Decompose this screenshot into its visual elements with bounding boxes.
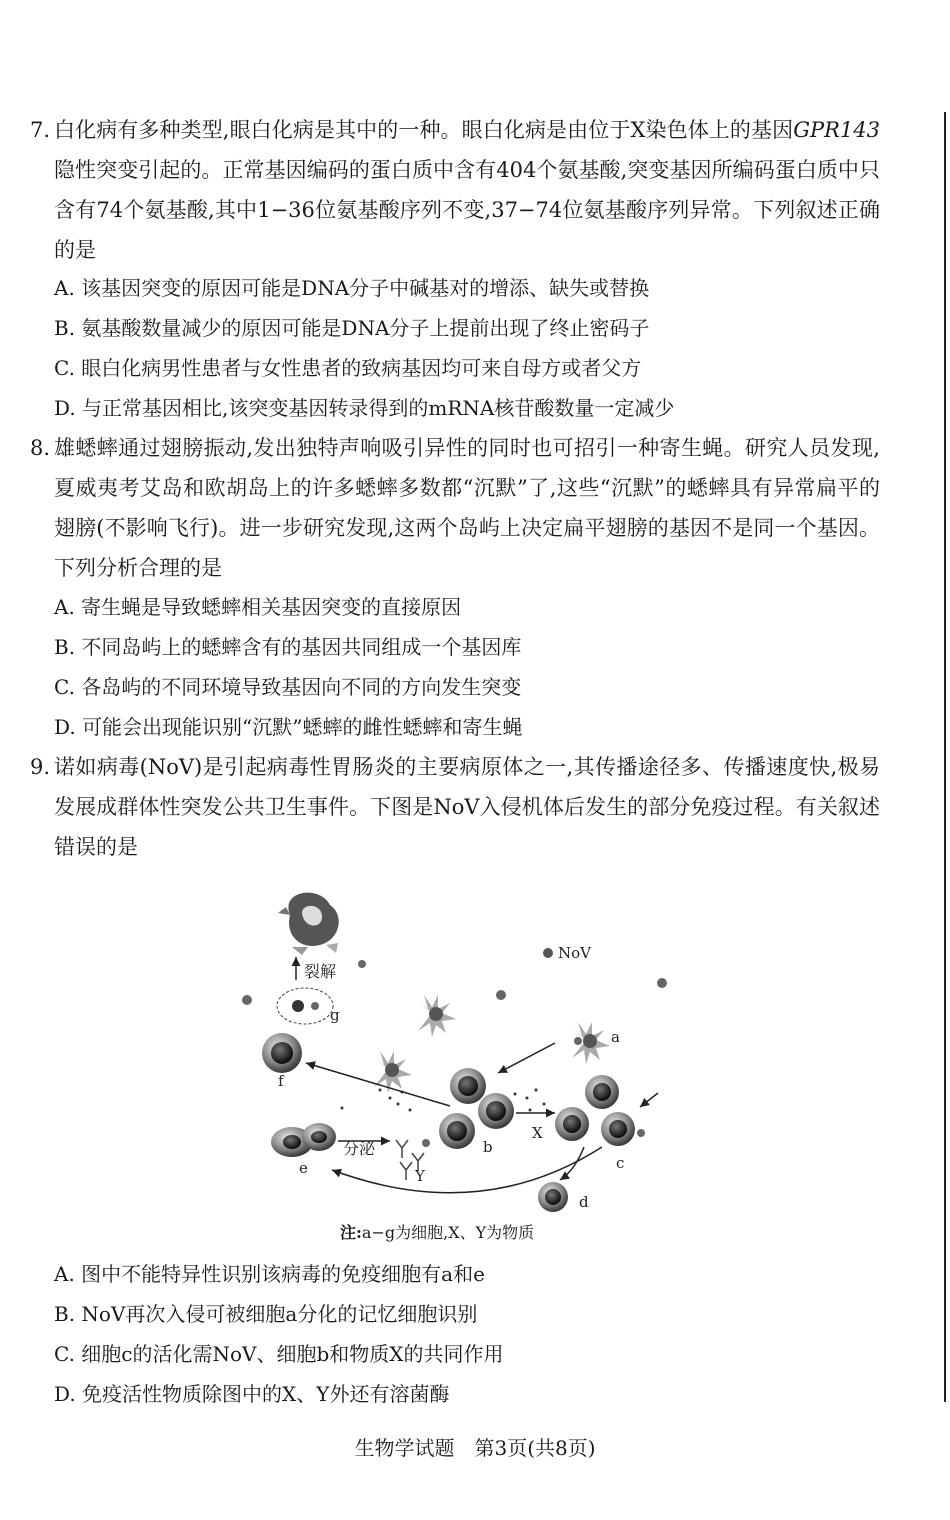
nov-label: NoV xyxy=(558,944,591,962)
cell-b xyxy=(439,1068,514,1156)
cell-d xyxy=(538,1182,589,1212)
option-d: D. 与正常基因相比,该突变基因转录得到的mRNA核苷酸数量一定减少 xyxy=(54,396,675,420)
nov-virus-icon xyxy=(496,990,506,1000)
option-c: C. 细胞c的活化需NoV、细胞b和物质X的共同作用 xyxy=(54,1342,504,1366)
question-9 xyxy=(30,747,880,867)
lysis-label: 裂解 xyxy=(304,962,337,981)
question-number: 8. xyxy=(30,436,51,460)
substance-x-label: X xyxy=(532,1124,543,1142)
question-7 xyxy=(30,110,880,270)
svg-text:e: e xyxy=(299,1159,308,1177)
immune-process-figure xyxy=(230,885,700,1220)
cell-a xyxy=(572,1022,620,1064)
option-c: C. 各岛屿的不同环境导致基因向不同的方向发生突变 xyxy=(54,675,522,699)
a-to-b-arrow xyxy=(498,1043,555,1073)
nov-virus-icon xyxy=(242,995,252,1005)
antigen-presenting-cell xyxy=(418,995,456,1037)
cell-e xyxy=(271,1123,336,1177)
cell-f xyxy=(262,1033,302,1090)
b-to-f-arrow xyxy=(306,1063,450,1106)
question-8 xyxy=(30,428,880,588)
option-d: D. 免疫活性物质除图中的X、Y外还有溶菌酶 xyxy=(54,1382,450,1406)
option-b: B. 不同岛屿上的蟋蟀含有的基因共同组成一个基因库 xyxy=(54,635,522,659)
svg-text:d: d xyxy=(579,1193,589,1211)
question-number: 9. xyxy=(30,755,51,779)
substance-y-label: Y xyxy=(415,1167,425,1185)
page-footer: 生物学试题 第3页(共8页) xyxy=(354,1436,596,1460)
cell-g xyxy=(277,988,340,1024)
svg-text:b: b xyxy=(483,1138,493,1156)
cell-c xyxy=(555,1075,645,1172)
virus-to-c-arrow xyxy=(640,1093,658,1107)
question-stem: 白化病有多种类型,眼白化病是其中的一种。眼白化病是由位于X染色体上的基因GPR143隐性突变引起的。正常基因编码的蛋白质中含有404个氨基酸,突变基因所编码蛋白质中只含有74个氨基酸,其中1−36位氨基酸序列不变,37−74位氨基酸序列异常。下列叙述正确的是 xyxy=(54,118,880,262)
question-stem: 雄蟋蟀通过翅膀振动,发出独特声响吸引异性的同时也可招引一种寄生蝇。研究人员发现,夏威夷考艾岛和欧胡岛上的许多蟋蟀多数都“沉默”了,这些“沉默”的蟋蟀具有异常扁平的翅膀(不影响飞行)。进一步研究发现,这两个岛屿上决定扁平翅膀的基因不是同一个基因。下列分析合理的是 xyxy=(54,436,880,580)
antigen-presenting-cell xyxy=(374,1051,412,1093)
option-b: B. 氨基酸数量减少的原因可能是DNA分子上提前出现了终止密码子 xyxy=(54,316,650,340)
option-d: D. 可能会出现能识别“沉默”蟋蟀的雌性蟋蟀和寄生蝇 xyxy=(54,715,523,739)
gene-name: GPR143 xyxy=(793,118,880,142)
question-number: 7. xyxy=(30,118,51,142)
right-margin-rule xyxy=(944,112,946,1402)
option-a: A. 该基因突变的原因可能是DNA分子中碱基对的增添、缺失或替换 xyxy=(54,276,650,300)
svg-text:c: c xyxy=(616,1154,625,1172)
question-stem: 诺如病毒(NoV)是引起病毒性胃肠炎的主要病原体之一,其传播途径多、传播速度快,极易发展成群体性突发公共卫生事件。下图是NoV入侵机体后发生的部分免疫过程。有关叙述错误的是 xyxy=(54,755,880,859)
secrete-label: 分泌 xyxy=(343,1139,376,1158)
lysed-cell-fragments xyxy=(278,893,339,955)
option-a: A. 寄生蝇是导致蟋蟀相关基因突变的直接原因 xyxy=(54,595,462,619)
svg-text:f: f xyxy=(278,1072,284,1090)
nov-virus-icon xyxy=(657,978,667,988)
svg-text:a: a xyxy=(611,1028,620,1046)
cytokine-dots xyxy=(341,1089,546,1112)
option-a: A. 图中不能特异性识别该病毒的免疫细胞有a和e xyxy=(54,1262,485,1286)
nov-virus-icon xyxy=(358,960,366,968)
nov-virus-icon xyxy=(543,948,553,958)
option-b: B. NoV再次入侵可被细胞a分化的记忆细胞识别 xyxy=(54,1302,478,1326)
figure-note: 注:a−g为细胞,X、Y为物质 xyxy=(340,1223,535,1242)
option-c: C. 眼白化病男性患者与女性患者的致病基因均可来自母方或者父方 xyxy=(54,356,642,380)
svg-text:g: g xyxy=(330,1006,340,1024)
